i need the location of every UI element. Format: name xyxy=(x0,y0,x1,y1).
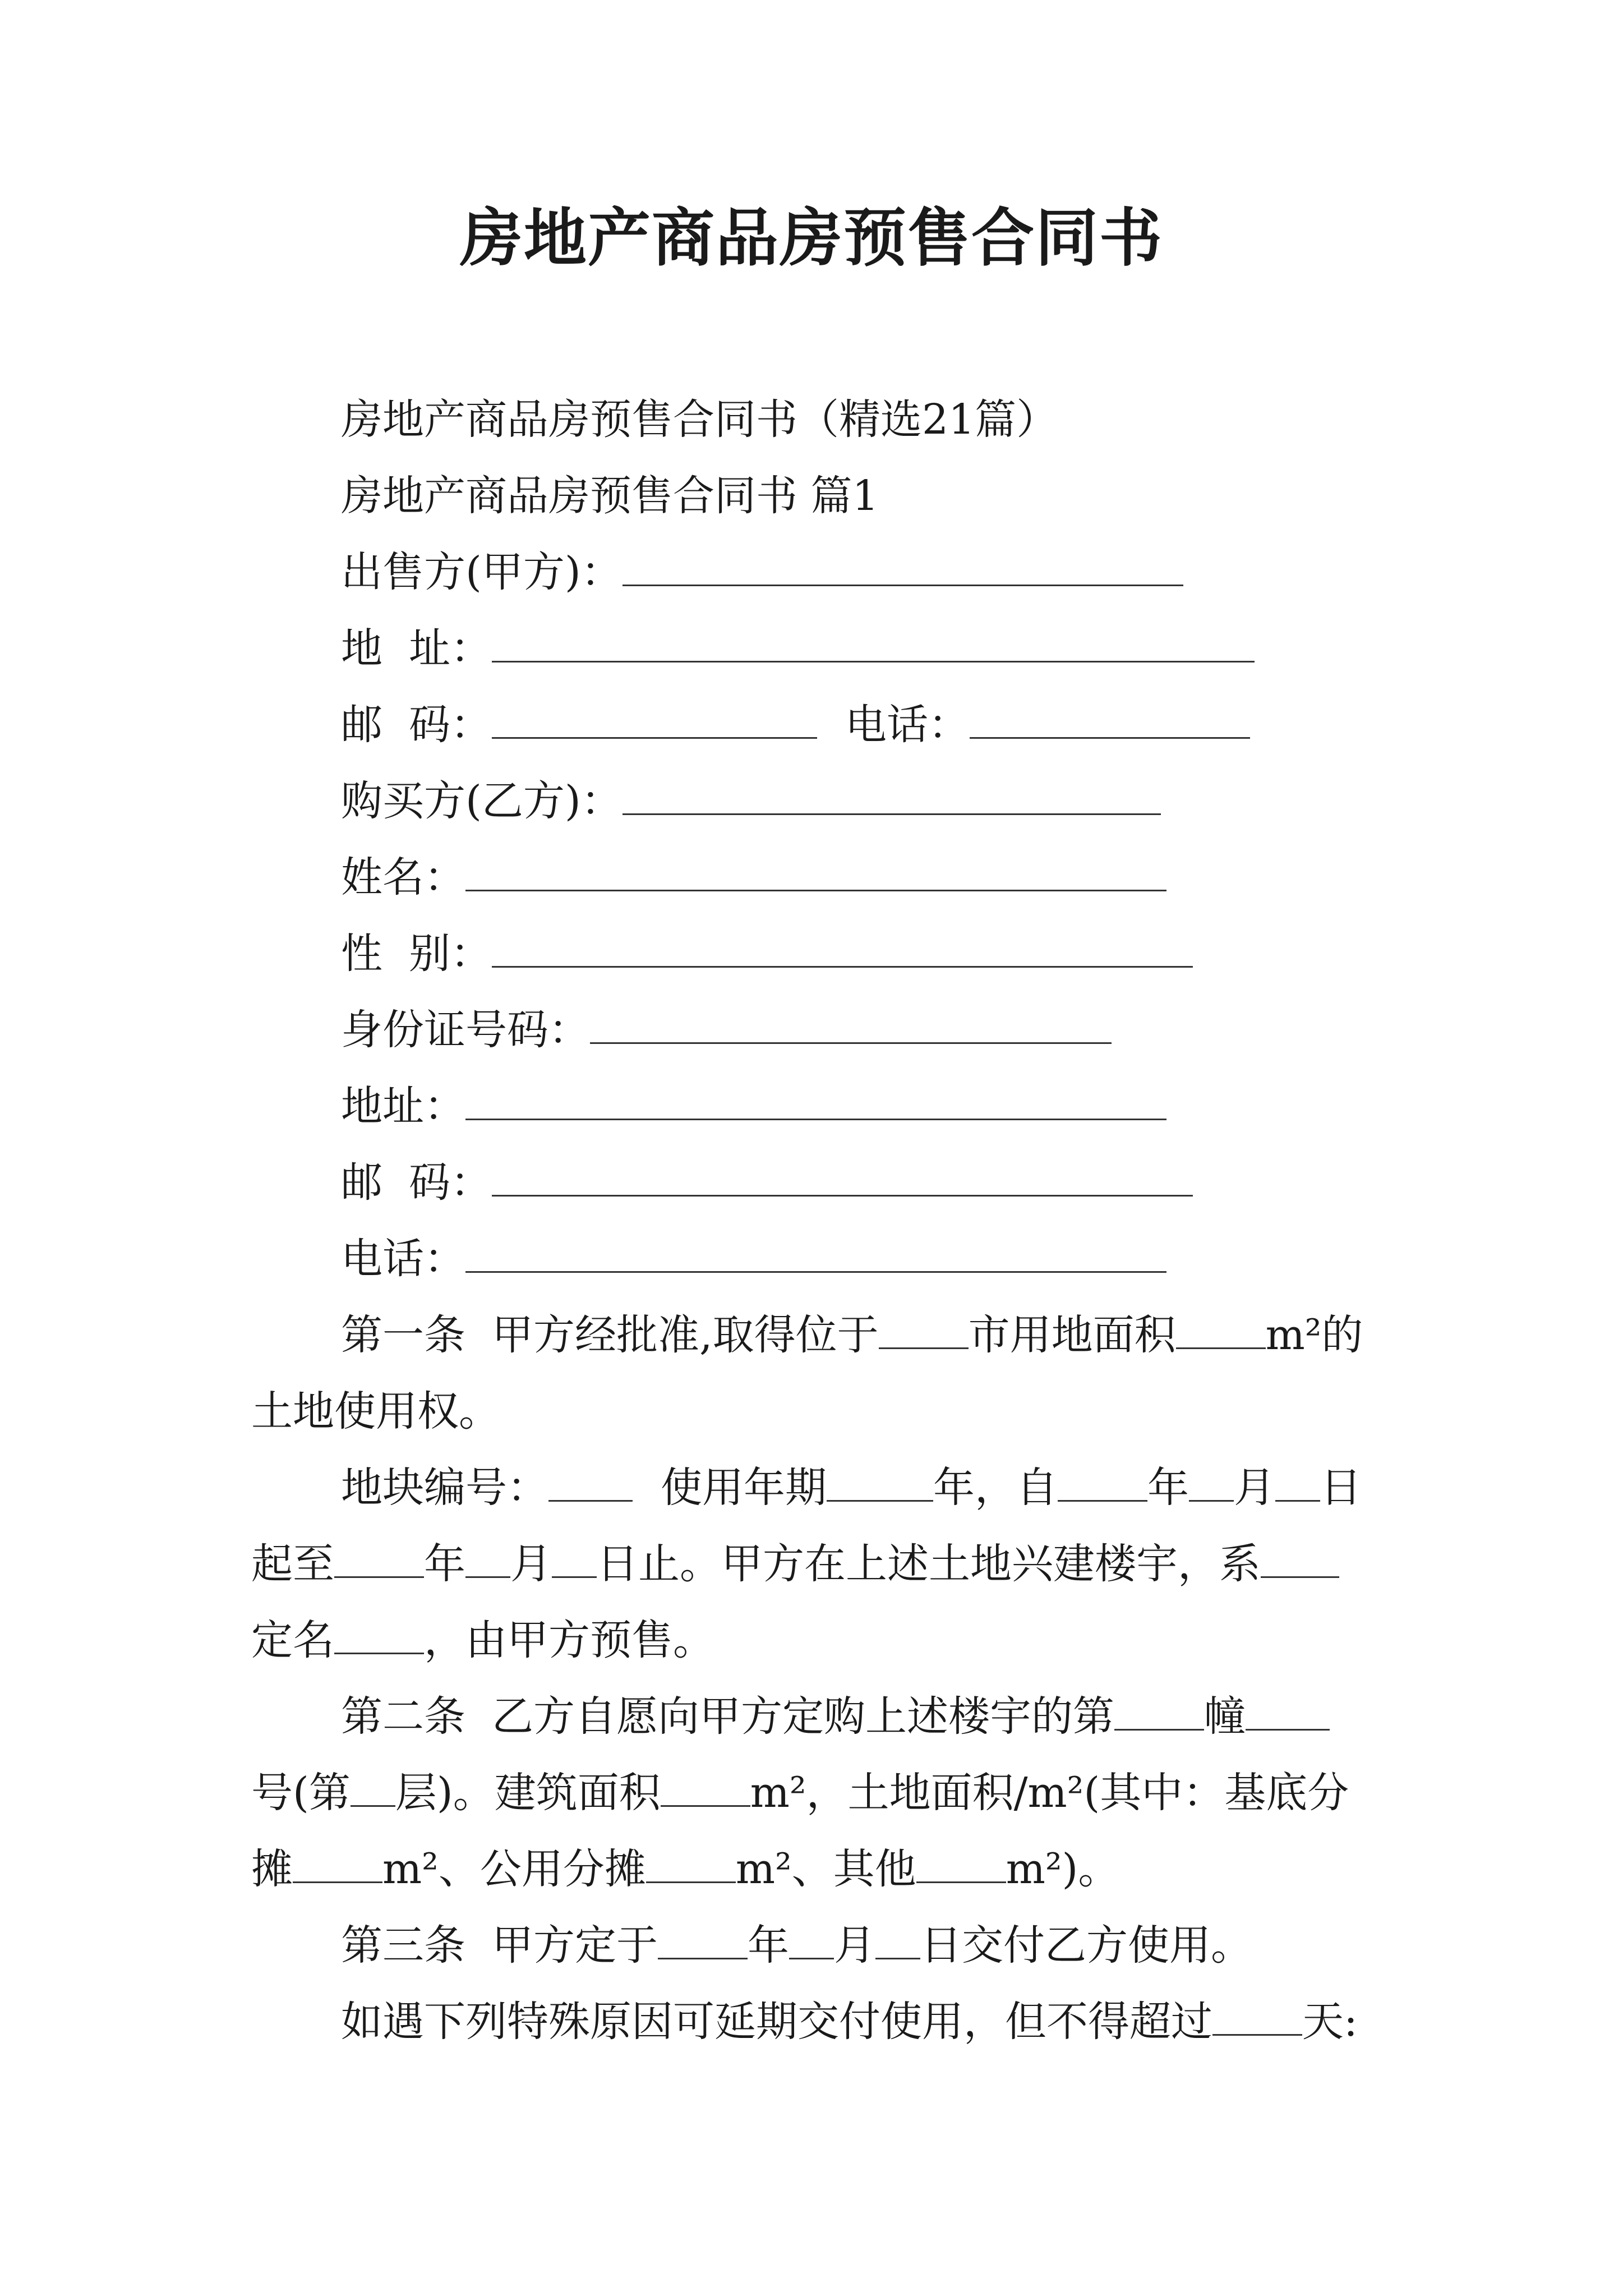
buyer-phone-label: 电话： xyxy=(341,1235,465,1283)
article2-text-b: 幢 xyxy=(1204,1692,1246,1741)
buyer-phone-line xyxy=(251,1221,1378,1297)
seller-postcode-blank xyxy=(492,702,817,739)
plot-text-l: ，由甲方预售。 xyxy=(424,1616,714,1664)
plot-text-k: 定名 xyxy=(251,1616,334,1664)
article3-month-blank xyxy=(789,1923,834,1959)
document-body xyxy=(251,381,1378,2060)
article2-text-f: 摊 xyxy=(251,1845,293,1893)
seller-phone-blank xyxy=(970,702,1250,739)
buyer-address-label: 地址： xyxy=(341,1082,465,1130)
plot-end-day-blank xyxy=(552,1542,597,1578)
plot-text-j: 日止。甲方在上述土地兴建楼宇，系 xyxy=(597,1540,1261,1588)
article1-city-blank xyxy=(879,1313,969,1349)
article3-text-c: 月 xyxy=(834,1921,876,1970)
plot-text-d: 年 xyxy=(1147,1464,1189,1512)
delay-days-blank xyxy=(1212,1999,1302,2036)
plot-end-month-blank xyxy=(465,1542,510,1578)
plot-text-a: 地块编号： xyxy=(341,1464,548,1512)
article2-line3 xyxy=(251,1831,1378,1907)
buyer-gender-line xyxy=(251,915,1378,992)
article2-text-g: m²、公用分摊 xyxy=(382,1845,646,1893)
document-title: 房地产商品房预售合同书 xyxy=(460,201,1163,275)
article2-text-h: m²、其他 xyxy=(735,1845,916,1893)
article2-text-i: m²)。 xyxy=(1006,1845,1120,1893)
article3-year-blank xyxy=(658,1923,748,1959)
article2-area-blank xyxy=(661,1770,750,1807)
buyer-blank xyxy=(623,779,1161,815)
seller-phone-label: 电话： xyxy=(845,701,970,749)
plot-line2 xyxy=(251,1526,1378,1602)
article2-text-e: m²，土地面积/m²(其中：基底分 xyxy=(750,1769,1349,1817)
section-heading-text: 房地产商品房预售合同书 篇1 xyxy=(341,472,879,520)
plot-name-blank xyxy=(334,1618,424,1654)
article2-floor-blank xyxy=(351,1770,395,1807)
seller-postcode-phone-line xyxy=(251,687,1378,763)
buyer-name-label: 姓名： xyxy=(341,853,465,901)
article3-text-a: 第三条 甲方定于 xyxy=(341,1921,658,1970)
article3-text-d: 日交付乙方使用。 xyxy=(920,1921,1253,1970)
article2-other-blank xyxy=(916,1847,1006,1883)
plot-start-day-blank xyxy=(1275,1465,1320,1502)
plot-text-h: 年 xyxy=(424,1540,465,1588)
plot-line3 xyxy=(251,1602,1378,1678)
plot-text-b: 使用年期 xyxy=(661,1464,827,1512)
plot-building-blank xyxy=(1261,1542,1339,1578)
article2-line2 xyxy=(251,1755,1378,1831)
plot-start-year-blank xyxy=(1058,1465,1147,1502)
buyer-label: 购买方(乙方)： xyxy=(341,777,623,825)
buyer-line xyxy=(251,763,1378,839)
article1-area-blank xyxy=(1176,1313,1266,1349)
article2-public-share-blank xyxy=(646,1847,736,1883)
buyer-gender-label: 性 别： xyxy=(341,930,492,978)
plot-term-blank xyxy=(827,1465,933,1502)
delay-text-a: 如遇下列特殊原因可延期交付使用，但不得超过 xyxy=(341,1998,1212,2046)
section-heading xyxy=(251,458,1378,534)
seller-label: 出售方(甲方)： xyxy=(341,548,623,596)
article1-line1 xyxy=(251,1297,1378,1373)
seller-address-label: 地 址： xyxy=(341,624,492,673)
buyer-postcode-blank xyxy=(492,1160,1193,1197)
plot-text-g: 起至 xyxy=(251,1540,334,1588)
seller-address-blank xyxy=(492,626,1255,662)
buyer-postcode-label: 邮 码： xyxy=(341,1158,492,1207)
delay-text-b: 天: xyxy=(1302,1998,1358,2046)
plot-text-e: 月 xyxy=(1234,1464,1275,1512)
article3-line xyxy=(251,1907,1378,1984)
article2-base-share-blank xyxy=(293,1847,382,1883)
buyer-id-line xyxy=(251,992,1378,1068)
plot-text-f: 日 xyxy=(1320,1464,1362,1512)
subtitle-text: 房地产商品房预售合同书（精选21篇） xyxy=(341,395,1058,444)
seller-line xyxy=(251,534,1378,610)
plot-end-year-blank xyxy=(334,1542,424,1578)
article1-text-b: 市用地面积 xyxy=(968,1311,1176,1359)
plot-text-c: 年，自 xyxy=(933,1464,1058,1512)
article3-day-blank xyxy=(875,1923,920,1959)
plot-text-i: 月 xyxy=(510,1540,552,1588)
plot-start-month-blank xyxy=(1189,1465,1234,1502)
article1-text-d: 土地使用权。 xyxy=(251,1387,500,1435)
article2-unit-blank xyxy=(1246,1694,1330,1731)
article2-building-blank xyxy=(1114,1694,1204,1731)
buyer-address-line xyxy=(251,1068,1378,1144)
buyer-name-line xyxy=(251,839,1378,915)
article2-line1 xyxy=(251,1678,1378,1755)
delay-line xyxy=(251,1984,1378,2060)
buyer-id-label: 身份证号码： xyxy=(341,1006,590,1054)
article2-text-c: 号(第 xyxy=(251,1769,351,1817)
buyer-phone-blank xyxy=(465,1236,1166,1273)
buyer-id-blank xyxy=(590,1007,1112,1044)
buyer-postcode-line xyxy=(251,1144,1378,1221)
article3-text-b: 年 xyxy=(748,1921,790,1970)
article1-line2 xyxy=(251,1373,1378,1450)
article2-text-a: 第二条 乙方自愿向甲方定购上述楼宇的第 xyxy=(341,1692,1115,1741)
seller-address-line xyxy=(251,610,1378,687)
article1-text-c: m²的 xyxy=(1265,1311,1363,1359)
article2-text-d: 层)。建筑面积 xyxy=(395,1769,661,1817)
subtitle xyxy=(251,381,1378,458)
seller-postcode-label: 邮 码： xyxy=(341,701,492,749)
plot-line1 xyxy=(251,1450,1378,1526)
buyer-gender-blank xyxy=(492,931,1193,968)
plot-number-blank xyxy=(548,1465,633,1502)
buyer-name-blank xyxy=(465,855,1166,891)
article1-text-a: 第一条 甲方经批准,取得位于 xyxy=(341,1311,879,1359)
buyer-address-blank xyxy=(465,1084,1166,1120)
seller-blank xyxy=(623,550,1183,586)
